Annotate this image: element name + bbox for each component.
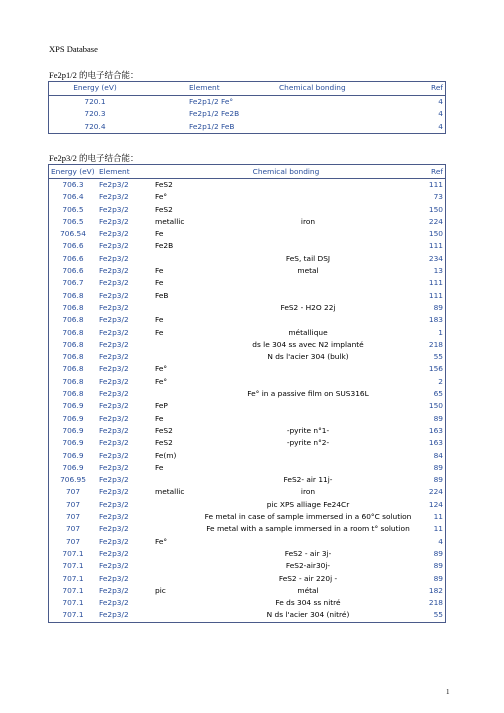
- compound-cell: Fe: [155, 278, 164, 288]
- compound-cell: Fe: [155, 462, 164, 472]
- energy-cell: 706.8: [62, 376, 84, 386]
- col-ref: Ref: [419, 165, 446, 179]
- compound-cell: FeS2: [155, 204, 173, 214]
- table-row: [49, 95, 446, 108]
- fe2p12-table: [48, 81, 446, 134]
- ref-cell: 163: [428, 438, 443, 448]
- energy-cell: 706.5: [62, 204, 84, 214]
- element-cell: Fe2p3/2: [99, 278, 129, 288]
- energy-cell: 706.8: [62, 290, 84, 300]
- bonding-cell: [197, 228, 419, 240]
- ref-cell: 111: [428, 180, 443, 189]
- compound-cell: Fe: [155, 413, 164, 423]
- element-cell: Fe2p3/2: [99, 352, 129, 362]
- ref-cell: 224: [428, 487, 443, 497]
- compound-cell: metallic: [155, 487, 185, 497]
- element-cell: Fe2p3/2: [99, 524, 129, 534]
- table-row: [49, 339, 446, 351]
- table-row: [49, 609, 446, 622]
- energy-cell: 707.1: [62, 598, 84, 608]
- table-row: [49, 216, 446, 228]
- compound-cell: FeS2: [155, 180, 173, 189]
- table-row: [49, 425, 446, 437]
- table-row: [49, 327, 446, 339]
- ref-cell: 4: [438, 121, 443, 131]
- col-bonding: Chemical bonding: [251, 82, 411, 96]
- element-cell: Fe2p3/2: [99, 389, 129, 399]
- bonding-cell: [197, 204, 419, 216]
- element-cell: Fe2p3/2: [99, 216, 129, 226]
- table-row: [49, 302, 446, 314]
- energy-cell: 706.54: [60, 229, 86, 239]
- bonding-cell: [197, 314, 419, 326]
- energy-cell: 706.8: [62, 315, 84, 325]
- ref-cell: 4: [438, 96, 443, 106]
- bonding-cell: Fe ds 304 ss nitré: [275, 598, 341, 608]
- col-ref: Ref: [411, 82, 446, 96]
- table-row: [49, 585, 446, 597]
- element-cell: Fe2p3/2: [99, 499, 129, 509]
- energy-cell: 707.1: [62, 548, 84, 558]
- bonding-cell: [251, 95, 411, 108]
- ref-cell: 111: [428, 290, 443, 300]
- compound-cell: [153, 474, 197, 486]
- energy-cell: 706.9: [62, 401, 84, 411]
- ref-cell: 11: [433, 512, 443, 522]
- ref-cell: 89: [433, 413, 443, 423]
- compound-cell: FeB: [155, 290, 169, 300]
- energy-cell: 707: [65, 524, 81, 534]
- table-row: [49, 121, 446, 134]
- bonding-cell: FeS2- air 11j-: [283, 475, 333, 485]
- compound-cell: Fe°: [155, 536, 168, 546]
- ref-cell: 89: [433, 462, 443, 472]
- bonding-cell: [197, 363, 419, 375]
- energy-cell: 706.8: [62, 389, 84, 399]
- table-row: [49, 314, 446, 326]
- element-cell: Fe2p3/2: [99, 302, 129, 312]
- ref-cell: 55: [433, 610, 443, 620]
- energy-cell: 706.8: [62, 339, 84, 349]
- element-cell: Fe2p3/2: [99, 315, 129, 325]
- energy-cell: 707: [65, 499, 81, 509]
- ref-cell: 150: [428, 204, 443, 214]
- element-cell: Fe2p1/2 FeB: [189, 121, 235, 131]
- bonding-cell: [197, 191, 419, 203]
- element-cell: Fe2p3/2: [99, 610, 129, 620]
- bonding-cell: iron: [300, 216, 316, 226]
- table-row: [49, 523, 446, 535]
- element-cell: Fe2p3/2: [99, 266, 129, 276]
- bonding-cell: métal: [297, 585, 319, 595]
- element-cell: Fe2p3/2: [99, 425, 129, 435]
- element-cell: Fe2p3/2: [99, 364, 129, 374]
- table-row: [49, 108, 446, 121]
- energy-cell: 706.6: [62, 253, 84, 263]
- bonding-cell: [197, 179, 419, 192]
- energy-cell: 706.4: [62, 192, 84, 202]
- ref-cell: 89: [433, 573, 443, 583]
- table-row: [49, 413, 446, 425]
- document-title: XPS Database: [49, 44, 98, 54]
- energy-cell: 706.6: [62, 266, 84, 276]
- section2-heading: Fe2p3/2 的电子结合能：: [49, 153, 139, 163]
- bonding-cell: pic XPS alliage Fe24Cr: [266, 499, 350, 509]
- energy-cell: 706.6: [62, 241, 84, 251]
- bonding-cell: FeS2 - H2O 22j: [280, 302, 336, 312]
- element-cell: Fe2p3/2: [99, 253, 129, 263]
- energy-cell: 706.8: [62, 352, 84, 362]
- bonding-cell: [197, 400, 419, 412]
- energy-cell: 706.95: [60, 475, 86, 485]
- element-cell: Fe2p1/2 Fe2B: [189, 109, 240, 119]
- element-cell: Fe2p3/2: [99, 241, 129, 251]
- energy-cell: 706.8: [62, 302, 84, 312]
- compound-cell: [153, 499, 197, 511]
- table-row: [49, 277, 446, 289]
- ref-cell: 218: [428, 598, 443, 608]
- bonding-cell: [197, 413, 419, 425]
- energy-cell: 707.1: [62, 610, 84, 620]
- ref-cell: 89: [433, 548, 443, 558]
- table-row: [49, 228, 446, 240]
- compound-cell: FeS2: [155, 438, 173, 448]
- compound-cell: [153, 388, 197, 400]
- bonding-cell: [197, 450, 419, 462]
- section1-heading: Fe2p1/2 的电子结合能：: [49, 70, 139, 80]
- ref-cell: 124: [428, 499, 443, 509]
- table-row: [49, 548, 446, 560]
- bonding-cell: Fe° in a passive film on SUS316L: [247, 389, 369, 399]
- ref-cell: 150: [428, 229, 443, 239]
- bonding-cell: métallique: [288, 327, 328, 337]
- table-row: [49, 253, 446, 265]
- compound-cell: [153, 351, 197, 363]
- element-cell: Fe2p3/2: [99, 376, 129, 386]
- compound-cell: Fe°: [155, 192, 168, 202]
- compound-cell: Fe: [155, 266, 164, 276]
- energy-cell: 706.9: [62, 413, 84, 423]
- table-row: [49, 437, 446, 449]
- element-cell: Fe2p3/2: [99, 536, 129, 546]
- fe2p32-table: [48, 164, 446, 623]
- ref-cell: 111: [428, 241, 443, 251]
- ref-cell: 4: [438, 536, 443, 546]
- table-row: [49, 265, 446, 277]
- bonding-cell: [197, 376, 419, 388]
- table-row: [49, 351, 446, 363]
- element-cell: Fe2p3/2: [99, 180, 129, 189]
- element-cell: Fe2p3/2: [99, 339, 129, 349]
- table-row: [49, 388, 446, 400]
- energy-cell: 720.3: [84, 109, 106, 119]
- bonding-cell: [197, 277, 419, 289]
- compound-cell: FeP: [155, 401, 168, 411]
- table-row: [49, 204, 446, 216]
- element-cell: Fe2p3/2: [99, 413, 129, 423]
- bonding-cell: -pyrite n°2-: [286, 438, 330, 448]
- bonding-cell: [197, 462, 419, 474]
- energy-cell: 720.1: [84, 96, 106, 106]
- ref-cell: 150: [428, 401, 443, 411]
- energy-cell: 707: [65, 512, 81, 522]
- element-cell: Fe2p3/2: [99, 438, 129, 448]
- ref-cell: 84: [433, 450, 443, 460]
- compound-cell: Fe: [155, 315, 164, 325]
- compound-cell: [153, 560, 197, 572]
- element-cell: Fe2p3/2: [99, 450, 129, 460]
- compound-cell: Fe(m): [155, 450, 177, 460]
- table-row: [49, 191, 446, 203]
- energy-cell: 707.1: [62, 585, 84, 595]
- ref-cell: 156: [428, 364, 443, 374]
- energy-cell: 706.3: [62, 180, 84, 189]
- element-cell: Fe2p3/2: [99, 512, 129, 522]
- ref-cell: 13: [433, 266, 443, 276]
- element-cell: Fe2p3/2: [99, 462, 129, 472]
- bonding-cell: [197, 536, 419, 548]
- compound-cell: [153, 573, 197, 585]
- ref-cell: 4: [438, 109, 443, 119]
- energy-cell: 706.5: [62, 216, 84, 226]
- table-row: [49, 462, 446, 474]
- ref-cell: 183: [428, 315, 443, 325]
- energy-cell: 706.9: [62, 438, 84, 448]
- element-cell: Fe2p1/2 Fe°: [189, 96, 234, 106]
- table-header-row: [49, 82, 446, 96]
- bonding-cell: N ds l'acier 304 (nitré): [266, 610, 350, 620]
- compound-cell: [153, 548, 197, 560]
- element-cell: Fe2p3/2: [99, 585, 129, 595]
- compound-cell: FeS2: [155, 425, 173, 435]
- compound-cell: Fe°: [155, 376, 168, 386]
- energy-cell: 706.7: [62, 278, 84, 288]
- bonding-cell: [251, 108, 411, 121]
- compound-cell: [153, 523, 197, 535]
- table-row: [49, 511, 446, 523]
- table-row: [49, 573, 446, 585]
- element-cell: Fe2p3/2: [99, 598, 129, 608]
- energy-cell: 707.1: [62, 573, 84, 583]
- ref-cell: 89: [433, 561, 443, 571]
- ref-cell: 163: [428, 425, 443, 435]
- element-cell: Fe2p3/2: [99, 290, 129, 300]
- compound-cell: metallic: [155, 216, 185, 226]
- ref-cell: 65: [433, 389, 443, 399]
- ref-cell: 218: [428, 339, 443, 349]
- element-cell: Fe2p3/2: [99, 229, 129, 239]
- table-row: [49, 536, 446, 548]
- table-row: [49, 376, 446, 388]
- bonding-cell: Fe metal with a sample immersed in a room t° solution: [206, 524, 410, 534]
- table-row: [49, 179, 446, 192]
- ref-cell: 182: [428, 585, 443, 595]
- ref-cell: 55: [433, 352, 443, 362]
- energy-cell: 707: [65, 487, 81, 497]
- compound-cell: [153, 253, 197, 265]
- element-cell: Fe2p3/2: [99, 487, 129, 497]
- table-row: [49, 474, 446, 486]
- bonding-cell: [197, 240, 419, 252]
- bonding-cell: FeS2 - air 3j-: [284, 548, 332, 558]
- col-element: Element: [141, 82, 251, 96]
- table-row: [49, 363, 446, 375]
- compound-cell: [153, 511, 197, 523]
- element-cell: Fe2p3/2: [99, 327, 129, 337]
- table-row: [49, 400, 446, 412]
- table-row: [49, 560, 446, 572]
- bonding-cell: -pyrite n°1-: [286, 425, 330, 435]
- col-bonding: Chemical bonding: [153, 165, 419, 179]
- energy-cell: 706.9: [62, 425, 84, 435]
- energy-cell: 707: [65, 536, 81, 546]
- compound-cell: [153, 597, 197, 609]
- ref-cell: 89: [433, 302, 443, 312]
- element-cell: Fe2p3/2: [99, 475, 129, 485]
- col-energy: Energy (eV): [49, 165, 98, 179]
- energy-cell: 706.8: [62, 327, 84, 337]
- ref-cell: 1: [438, 327, 443, 337]
- table-row: [49, 499, 446, 511]
- bonding-cell: Fe metal in case of sample immersed in a 60°C solution: [204, 512, 412, 522]
- compound-cell: Fe°: [155, 364, 168, 374]
- ref-cell: 73: [433, 192, 443, 202]
- bonding-cell: iron: [300, 487, 316, 497]
- bonding-cell: [197, 290, 419, 302]
- energy-cell: 706.8: [62, 364, 84, 374]
- compound-cell: Fe2B: [155, 241, 174, 251]
- energy-cell: 720.4: [84, 121, 106, 131]
- bonding-cell: FeS2-air30j-: [285, 561, 331, 571]
- bonding-cell: ds le 304 ss avec N2 implanté: [252, 339, 364, 349]
- ref-cell: 89: [433, 475, 443, 485]
- table-header-row: [49, 165, 446, 179]
- energy-cell: 706.9: [62, 462, 84, 472]
- col-element: Element: [97, 165, 153, 179]
- element-cell: Fe2p3/2: [99, 192, 129, 202]
- col-energy: Energy (eV): [49, 82, 142, 96]
- ref-cell: 224: [428, 216, 443, 226]
- bonding-cell: FeS2 - air 220j -: [278, 573, 338, 583]
- bonding-cell: FeS, tail DSJ: [285, 253, 331, 263]
- element-cell: Fe2p3/2: [99, 573, 129, 583]
- table-row: [49, 290, 446, 302]
- compound-cell: [153, 302, 197, 314]
- compound-cell: Fe: [155, 229, 164, 239]
- ref-cell: 234: [428, 253, 443, 263]
- ref-cell: 111: [428, 278, 443, 288]
- bonding-cell: [251, 121, 411, 134]
- energy-cell: 706.9: [62, 450, 84, 460]
- ref-cell: 11: [433, 524, 443, 534]
- compound-cell: [153, 339, 197, 351]
- table-row: [49, 597, 446, 609]
- compound-cell: pic: [155, 585, 166, 595]
- element-cell: Fe2p3/2: [99, 561, 129, 571]
- element-cell: Fe2p3/2: [99, 204, 129, 214]
- ref-cell: 2: [438, 376, 443, 386]
- bonding-cell: metal: [297, 266, 319, 276]
- element-cell: Fe2p3/2: [99, 401, 129, 411]
- table-row: [49, 486, 446, 498]
- compound-cell: Fe: [155, 327, 164, 337]
- element-cell: Fe2p3/2: [99, 548, 129, 558]
- table-row: [49, 240, 446, 252]
- compound-cell: [153, 609, 197, 622]
- table-row: [49, 450, 446, 462]
- bonding-cell: N ds l'acier 304 (bulk): [267, 352, 349, 362]
- energy-cell: 707.1: [62, 561, 84, 571]
- page-number: 1: [446, 688, 450, 696]
